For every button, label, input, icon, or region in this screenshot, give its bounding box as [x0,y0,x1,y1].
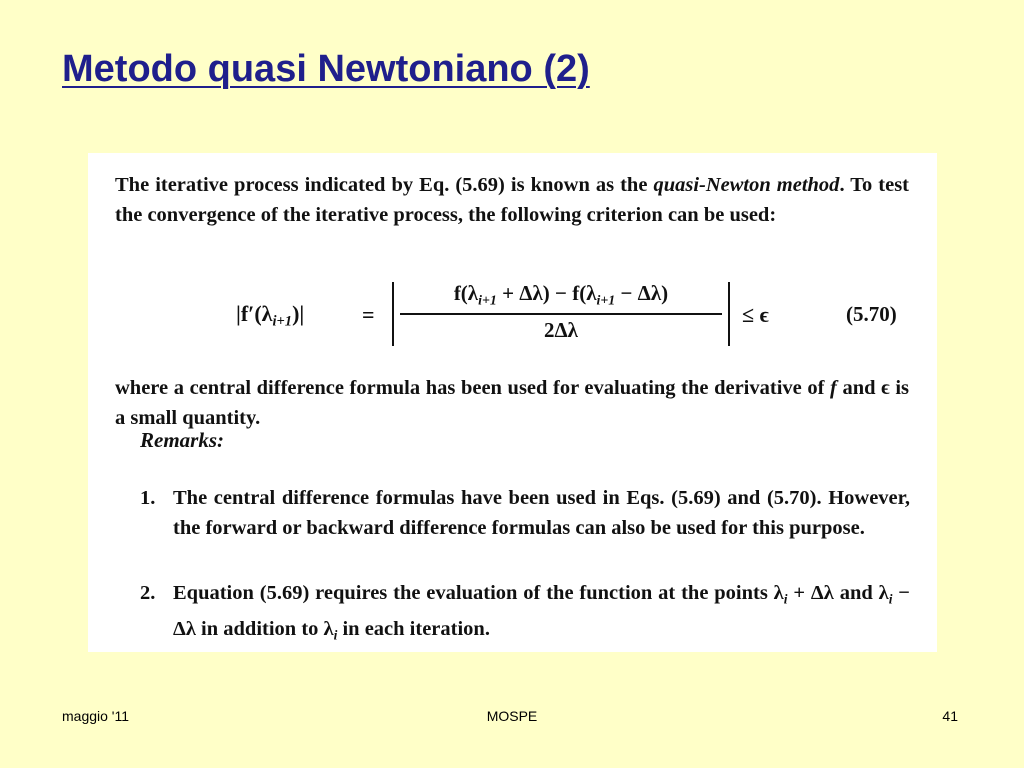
remark-text [173,578,910,651]
remarks-heading: Remarks: [140,428,224,452]
fraction-line [400,313,722,315]
remark-text-3: − Δλ in addition to λ [173,582,910,641]
inequality: ≤ ϵ [742,302,769,327]
equals-sign: = [362,302,375,327]
remark-number: 2. [140,582,156,604]
lhs-close: )| [292,301,305,326]
remark-sub-2: i [888,591,893,607]
intro-method-term: quasi-Newton method [653,174,840,196]
remark-sub-3: i [333,627,338,643]
explanation-text-1: where a central difference formula has been used for evaluating the derivative of [115,377,831,399]
intro-text-1: The iterative process indicated by Eq. (5.69) is known as the [115,174,654,196]
fraction-numerator [398,281,724,308]
remark-text-1: Equation (5.69) requires the evaluation of the function at the points λ [173,582,784,604]
intro-paragraph [115,170,909,230]
footer-title: MOSPE [486,708,538,724]
num-sub-a: i+1 [478,292,497,308]
intro-text-2: . To test the convergence of the iterative process, the following criterion can be used: [115,174,909,226]
remark-sub-1: i [783,591,788,607]
equation-number: (5.70) [846,302,897,326]
slide-title: Metodo quasi Newtoniano (2) [62,48,590,90]
explanation-paragraph [115,373,909,433]
abs-bar-right [728,282,730,346]
fraction-denominator: 2Δλ [544,318,578,342]
remark-text: The central difference formulas have been used in Eqs. (5.69) and (5.70). However, the forward or backward difference formulas can also be used for this purpose. [173,487,910,539]
explanation-f: f [830,377,837,399]
remark-number: 1. [140,487,156,509]
equation-lhs [236,301,304,331]
page-number: 41 [942,708,958,724]
lhs-main: |f′(λ [236,301,273,326]
num-part-c: − Δλ) [615,281,669,305]
explanation-text-2: and ϵ is a small quantity. [115,377,909,429]
remark-text-4: in each iteration. [337,618,490,641]
num-part-b: + Δλ) − f(λ [496,281,597,305]
equation-5-70 [236,278,916,358]
abs-bar-left [392,282,394,346]
num-part-a: f(λ [453,281,479,305]
num-sub-b: i+1 [596,292,616,308]
scanned-textbook-excerpt [88,153,937,652]
lhs-subscript: i+1 [272,313,293,330]
remark-text-2: + Δλ and λ [787,582,889,604]
footer-date: maggio '11 [62,708,130,724]
